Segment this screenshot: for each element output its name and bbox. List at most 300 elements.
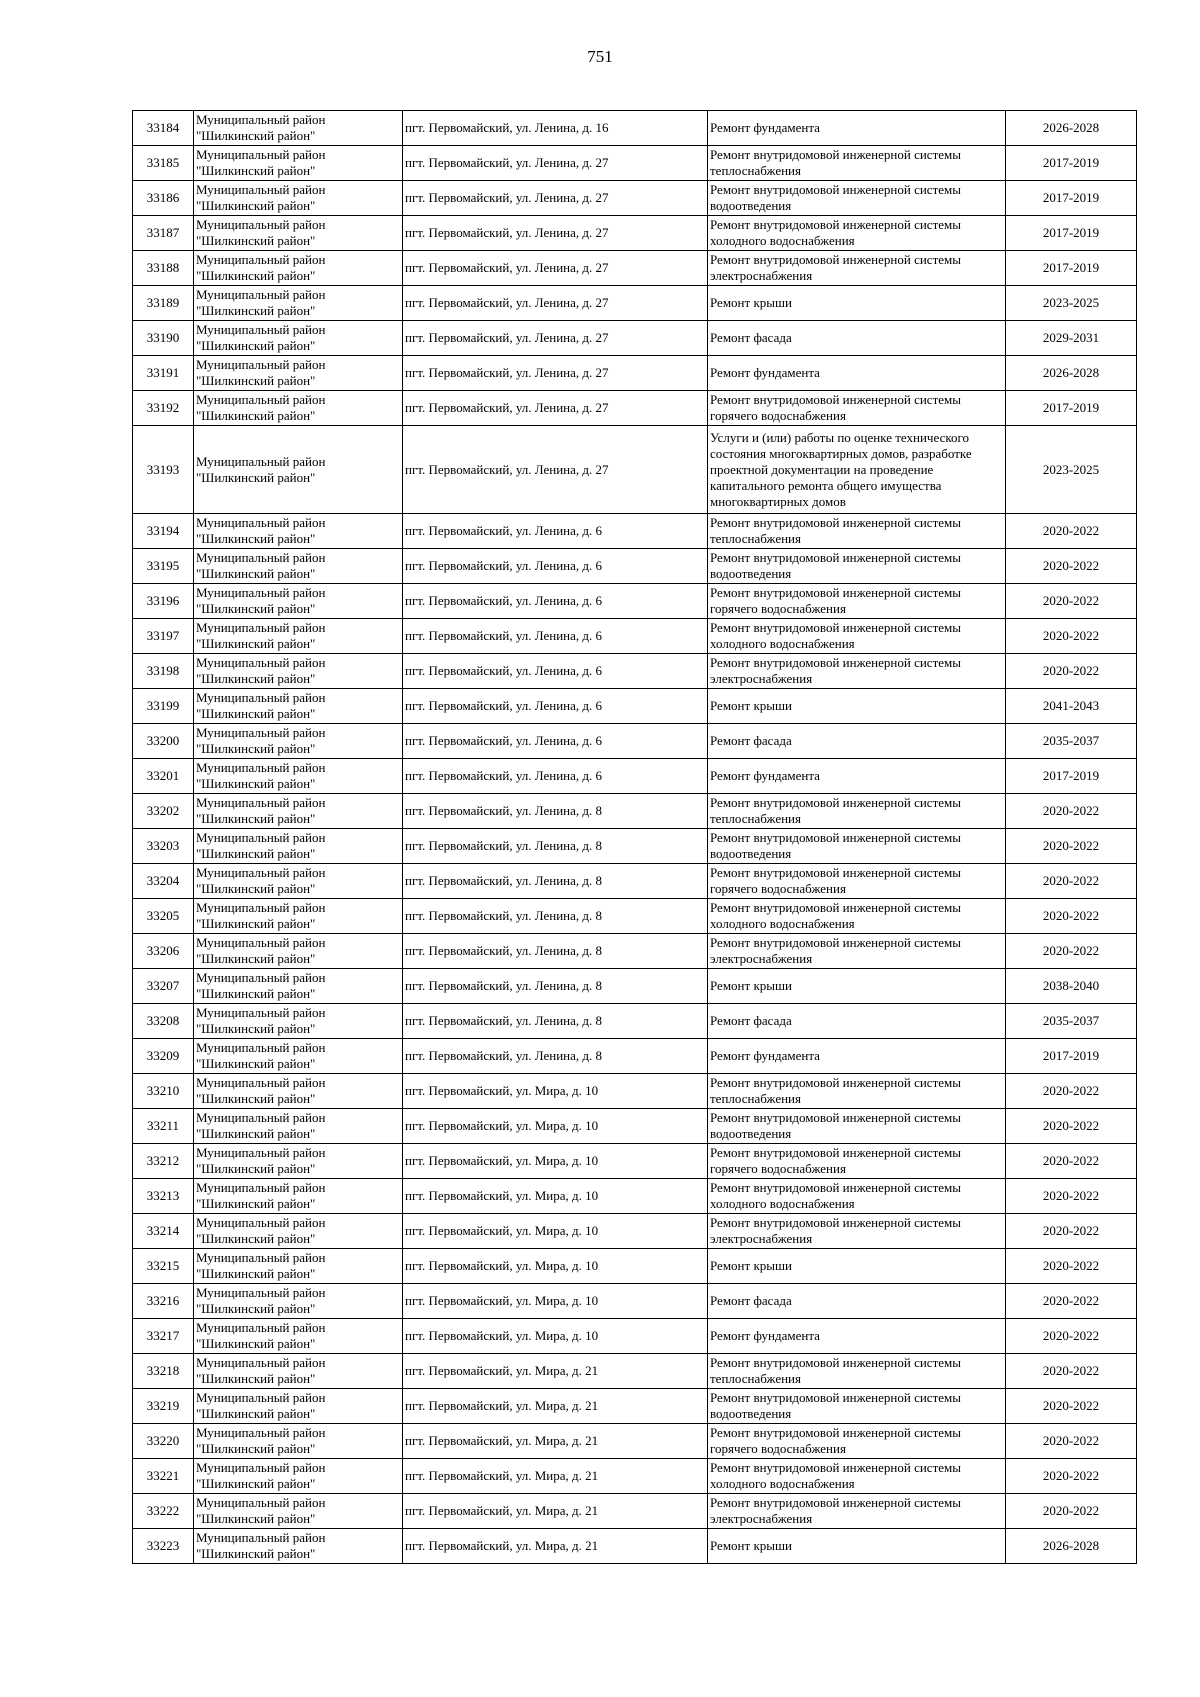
row-number-cell: 33190 (133, 321, 194, 356)
period-cell: 2020-2022 (1006, 1424, 1137, 1459)
period-cell: 2020-2022 (1006, 1249, 1137, 1284)
period-cell: 2020-2022 (1006, 1284, 1137, 1319)
address-cell: пгт. Первомайский, ул. Ленина, д. 27 (403, 181, 708, 216)
municipality-line: Муниципальный район (196, 1530, 326, 1545)
table-row (133, 1039, 1137, 1074)
address-cell: пгт. Первомайский, ул. Мира, д. 10 (403, 1214, 708, 1249)
municipality-line: Муниципальный район (196, 795, 326, 810)
table-row (133, 654, 1137, 689)
period-cell: 2020-2022 (1006, 1494, 1137, 1529)
row-number-cell: 33210 (133, 1074, 194, 1109)
address-cell: пгт. Первомайский, ул. Ленина, д. 8 (403, 794, 708, 829)
municipality-line: Муниципальный район (196, 1495, 326, 1510)
municipality-cell (194, 1354, 403, 1389)
municipality-cell (194, 181, 403, 216)
table-row (133, 1494, 1137, 1529)
municipality-cell (194, 829, 403, 864)
row-number-cell: 33186 (133, 181, 194, 216)
work-type-cell: Ремонт внутридомовой инженерной системы теплоснабжения (708, 1354, 1006, 1389)
municipality-line: "Шилкинский район" (196, 636, 316, 651)
work-type-cell: Ремонт внутридомовой инженерной системы теплоснабжения (708, 794, 1006, 829)
address-cell: пгт. Первомайский, ул. Ленина, д. 27 (403, 251, 708, 286)
table-row (133, 1249, 1137, 1284)
municipality-line: "Шилкинский район" (196, 1301, 316, 1316)
table-row (133, 1074, 1137, 1109)
period-cell: 2023-2025 (1006, 426, 1137, 514)
municipality-line: Муниципальный район (196, 515, 326, 530)
period-cell: 2029-2031 (1006, 321, 1137, 356)
table-row (133, 286, 1137, 321)
municipality-cell (194, 514, 403, 549)
period-cell: 2020-2022 (1006, 584, 1137, 619)
table-row (133, 549, 1137, 584)
municipality-cell (194, 146, 403, 181)
address-cell: пгт. Первомайский, ул. Ленина, д. 27 (403, 356, 708, 391)
address-cell: пгт. Первомайский, ул. Ленина, д. 16 (403, 111, 708, 146)
work-type-cell: Ремонт внутридомовой инженерной системы горячего водоснабжения (708, 391, 1006, 426)
municipality-line: Муниципальный район (196, 620, 326, 635)
work-type-cell: Ремонт крыши (708, 969, 1006, 1004)
municipality-line: "Шилкинский район" (196, 469, 316, 485)
work-type-cell: Ремонт крыши (708, 1529, 1006, 1564)
municipality-line: "Шилкинский район" (196, 1056, 316, 1071)
address-cell: пгт. Первомайский, ул. Ленина, д. 6 (403, 724, 708, 759)
table-row (133, 1424, 1137, 1459)
period-cell: 2020-2022 (1006, 864, 1137, 899)
municipality-line: Муниципальный район (196, 1145, 326, 1160)
municipality-line: Муниципальный район (196, 935, 326, 950)
work-type-cell: Ремонт крыши (708, 286, 1006, 321)
municipality-cell (194, 689, 403, 724)
work-type-cell: Ремонт внутридомовой инженерной системы холодного водоснабжения (708, 619, 1006, 654)
table-row (133, 1109, 1137, 1144)
row-number-cell: 33207 (133, 969, 194, 1004)
table-row (133, 584, 1137, 619)
row-number-cell: 33201 (133, 759, 194, 794)
municipality-line: "Шилкинский район" (196, 1441, 316, 1456)
period-cell: 2020-2022 (1006, 619, 1137, 654)
period-cell: 2020-2022 (1006, 899, 1137, 934)
address-cell: пгт. Первомайский, ул. Ленина, д. 27 (403, 146, 708, 181)
table-row (133, 794, 1137, 829)
municipality-line: "Шилкинский район" (196, 811, 316, 826)
address-cell: пгт. Первомайский, ул. Мира, д. 10 (403, 1074, 708, 1109)
municipality-cell (194, 934, 403, 969)
municipality-line: Муниципальный район (196, 1460, 326, 1475)
municipality-cell (194, 1179, 403, 1214)
municipality-line: "Шилкинский район" (196, 671, 316, 686)
work-type-cell: Ремонт внутридомовой инженерной системы холодного водоснабжения (708, 1459, 1006, 1494)
repair-schedule-table (132, 110, 1137, 1564)
address-cell: пгт. Первомайский, ул. Мира, д. 10 (403, 1109, 708, 1144)
period-cell: 2017-2019 (1006, 1039, 1137, 1074)
table-row (133, 1284, 1137, 1319)
municipality-cell (194, 426, 403, 514)
period-cell: 2017-2019 (1006, 759, 1137, 794)
municipality-line: "Шилкинский район" (196, 128, 316, 143)
municipality-line: Муниципальный район (196, 830, 326, 845)
municipality-cell (194, 1319, 403, 1354)
municipality-cell (194, 899, 403, 934)
row-number-cell: 33213 (133, 1179, 194, 1214)
work-type-cell: Ремонт фасада (708, 1284, 1006, 1319)
work-type-cell: Ремонт внутридомовой инженерной системы электроснабжения (708, 251, 1006, 286)
row-number-cell: 33193 (133, 426, 194, 514)
address-cell: пгт. Первомайский, ул. Ленина, д. 6 (403, 619, 708, 654)
municipality-cell (194, 619, 403, 654)
address-cell: пгт. Первомайский, ул. Ленина, д. 8 (403, 1004, 708, 1039)
period-cell: 2017-2019 (1006, 216, 1137, 251)
municipality-line: "Шилкинский район" (196, 163, 316, 178)
municipality-line: "Шилкинский район" (196, 986, 316, 1001)
table-row (133, 321, 1137, 356)
municipality-line: "Шилкинский район" (196, 198, 316, 213)
work-type-cell: Ремонт внутридомовой инженерной системы горячего водоснабжения (708, 1424, 1006, 1459)
municipality-cell (194, 1494, 403, 1529)
work-type-cell: Ремонт внутридомовой инженерной системы водоотведения (708, 549, 1006, 584)
municipality-cell (194, 1389, 403, 1424)
table-row (133, 251, 1137, 286)
municipality-cell (194, 969, 403, 1004)
period-cell: 2020-2022 (1006, 1319, 1137, 1354)
work-type-cell: Ремонт внутридомовой инженерной системы электроснабжения (708, 1494, 1006, 1529)
address-cell: пгт. Первомайский, ул. Ленина, д. 27 (403, 286, 708, 321)
address-cell: пгт. Первомайский, ул. Ленина, д. 27 (403, 321, 708, 356)
period-cell: 2035-2037 (1006, 724, 1137, 759)
table-row (133, 1389, 1137, 1424)
municipality-line: "Шилкинский район" (196, 233, 316, 248)
municipality-line: Муниципальный район (196, 550, 326, 565)
period-cell: 2041-2043 (1006, 689, 1137, 724)
period-cell: 2020-2022 (1006, 654, 1137, 689)
period-cell: 2020-2022 (1006, 1214, 1137, 1249)
municipality-line: Муниципальный район (196, 1075, 326, 1090)
table-row (133, 1144, 1137, 1179)
municipality-line: "Шилкинский район" (196, 1266, 316, 1281)
row-number-cell: 33214 (133, 1214, 194, 1249)
address-cell: пгт. Первомайский, ул. Ленина, д. 8 (403, 1039, 708, 1074)
municipality-line: Муниципальный район (196, 147, 326, 162)
municipality-cell (194, 216, 403, 251)
table-row (133, 181, 1137, 216)
municipality-line: "Шилкинский район" (196, 776, 316, 791)
period-cell: 2020-2022 (1006, 1459, 1137, 1494)
work-type-cell: Ремонт фундамента (708, 356, 1006, 391)
period-cell: 2017-2019 (1006, 251, 1137, 286)
municipality-line: "Шилкинский район" (196, 303, 316, 318)
period-cell: 2026-2028 (1006, 1529, 1137, 1564)
table-row (133, 969, 1137, 1004)
municipality-line: "Шилкинский район" (196, 1476, 316, 1491)
address-cell: пгт. Первомайский, ул. Ленина, д. 6 (403, 549, 708, 584)
period-cell: 2017-2019 (1006, 181, 1137, 216)
municipality-line: Муниципальный район (196, 322, 326, 337)
municipality-cell (194, 286, 403, 321)
table-row (133, 356, 1137, 391)
period-cell: 2020-2022 (1006, 1354, 1137, 1389)
work-type-cell: Ремонт внутридомовой инженерной системы холодного водоснабжения (708, 899, 1006, 934)
table-row (133, 426, 1137, 514)
table-row (133, 934, 1137, 969)
period-cell: 2038-2040 (1006, 969, 1137, 1004)
row-number-cell: 33199 (133, 689, 194, 724)
work-type-cell: Ремонт внутридомовой инженерной системы холодного водоснабжения (708, 216, 1006, 251)
municipality-cell (194, 759, 403, 794)
period-cell: 2020-2022 (1006, 549, 1137, 584)
municipality-line: Муниципальный район (196, 1250, 326, 1265)
municipality-cell (194, 1109, 403, 1144)
municipality-line: "Шилкинский район" (196, 1511, 316, 1526)
municipality-line: "Шилкинский район" (196, 566, 316, 581)
municipality-cell (194, 794, 403, 829)
municipality-line: "Шилкинский район" (196, 1161, 316, 1176)
row-number-cell: 33204 (133, 864, 194, 899)
municipality-line: Муниципальный район (196, 357, 326, 372)
municipality-line: "Шилкинский район" (196, 1021, 316, 1036)
municipality-line: Муниципальный район (196, 1390, 326, 1405)
municipality-line: "Шилкинский район" (196, 916, 316, 931)
work-type-cell: Ремонт крыши (708, 1249, 1006, 1284)
work-type-cell: Ремонт внутридомовой инженерной системы холодного водоснабжения (708, 1179, 1006, 1214)
table-row (133, 724, 1137, 759)
municipality-cell (194, 1144, 403, 1179)
municipality-line: Муниципальный район (196, 1180, 326, 1195)
table-body (133, 111, 1137, 1564)
municipality-cell (194, 1249, 403, 1284)
work-type-cell: Ремонт внутридомовой инженерной системы горячего водоснабжения (708, 584, 1006, 619)
municipality-line: Муниципальный район (196, 252, 326, 267)
row-number-cell: 33194 (133, 514, 194, 549)
row-number-cell: 33212 (133, 1144, 194, 1179)
work-type-cell: Ремонт внутридомовой инженерной системы электроснабжения (708, 654, 1006, 689)
municipality-cell (194, 864, 403, 899)
address-cell: пгт. Первомайский, ул. Ленина, д. 8 (403, 829, 708, 864)
municipality-line: Муниципальный район (196, 112, 326, 127)
row-number-cell: 33192 (133, 391, 194, 426)
municipality-line: "Шилкинский район" (196, 1336, 316, 1351)
row-number-cell: 33205 (133, 899, 194, 934)
municipality-cell (194, 1214, 403, 1249)
address-cell: пгт. Первомайский, ул. Мира, д. 10 (403, 1319, 708, 1354)
municipality-line: "Шилкинский район" (196, 408, 316, 423)
work-type-cell: Ремонт внутридомовой инженерной системы водоотведения (708, 1389, 1006, 1424)
row-number-cell: 33220 (133, 1424, 194, 1459)
work-type-cell: Ремонт внутридомовой инженерной системы горячего водоснабжения (708, 1144, 1006, 1179)
row-number-cell: 33189 (133, 286, 194, 321)
work-type-cell: Ремонт внутридомовой инженерной системы теплоснабжения (708, 1074, 1006, 1109)
row-number-cell: 33215 (133, 1249, 194, 1284)
period-cell: 2020-2022 (1006, 1109, 1137, 1144)
municipality-line: Муниципальный район (196, 585, 326, 600)
table-row (133, 391, 1137, 426)
address-cell: пгт. Первомайский, ул. Мира, д. 21 (403, 1494, 708, 1529)
row-number-cell: 33216 (133, 1284, 194, 1319)
row-number-cell: 33203 (133, 829, 194, 864)
municipality-line: Муниципальный район (196, 453, 326, 469)
table-row (133, 899, 1137, 934)
municipality-line: Муниципальный район (196, 865, 326, 880)
municipality-line: Муниципальный район (196, 1040, 326, 1055)
table-row (133, 1179, 1137, 1214)
period-cell: 2023-2025 (1006, 286, 1137, 321)
table-row (133, 689, 1137, 724)
municipality-line: Муниципальный район (196, 182, 326, 197)
table-row (133, 216, 1137, 251)
period-cell: 2020-2022 (1006, 1074, 1137, 1109)
row-number-cell: 33221 (133, 1459, 194, 1494)
municipality-line: Муниципальный район (196, 1320, 326, 1335)
address-cell: пгт. Первомайский, ул. Ленина, д. 6 (403, 689, 708, 724)
work-type-cell: Ремонт внутридомовой инженерной системы электроснабжения (708, 1214, 1006, 1249)
period-cell: 2020-2022 (1006, 1179, 1137, 1214)
page-number: 751 (587, 47, 613, 66)
row-number-cell: 33217 (133, 1319, 194, 1354)
work-type-cell: Ремонт фундамента (708, 111, 1006, 146)
work-type-cell: Ремонт внутридомовой инженерной системы горячего водоснабжения (708, 864, 1006, 899)
municipality-line: "Шилкинский район" (196, 531, 316, 546)
row-number-cell: 33184 (133, 111, 194, 146)
work-type-cell: Ремонт внутридомовой инженерной системы водоотведения (708, 829, 1006, 864)
row-number-cell: 33218 (133, 1354, 194, 1389)
municipality-line: "Шилкинский район" (196, 373, 316, 388)
table-row (133, 1459, 1137, 1494)
address-cell: пгт. Первомайский, ул. Ленина, д. 8 (403, 899, 708, 934)
municipality-cell (194, 1424, 403, 1459)
municipality-line: "Шилкинский район" (196, 706, 316, 721)
row-number-cell: 33223 (133, 1529, 194, 1564)
municipality-line: "Шилкинский район" (196, 338, 316, 353)
period-cell: 2020-2022 (1006, 934, 1137, 969)
row-number-cell: 33196 (133, 584, 194, 619)
row-number-cell: 33187 (133, 216, 194, 251)
municipality-line: Муниципальный район (196, 725, 326, 740)
municipality-cell (194, 1039, 403, 1074)
work-type-cell: Ремонт внутридомовой инженерной системы теплоснабжения (708, 514, 1006, 549)
municipality-line: Муниципальный район (196, 1005, 326, 1020)
address-cell: пгт. Первомайский, ул. Мира, д. 10 (403, 1284, 708, 1319)
period-cell: 2020-2022 (1006, 794, 1137, 829)
address-cell: пгт. Первомайский, ул. Ленина, д. 8 (403, 864, 708, 899)
table-row (133, 1214, 1137, 1249)
municipality-cell (194, 549, 403, 584)
municipality-line: "Шилкинский район" (196, 951, 316, 966)
period-cell: 2035-2037 (1006, 1004, 1137, 1039)
municipality-cell (194, 356, 403, 391)
work-type-cell: Ремонт внутридомовой инженерной системы теплоснабжения (708, 146, 1006, 181)
address-cell: пгт. Первомайский, ул. Мира, д. 21 (403, 1459, 708, 1494)
municipality-cell (194, 584, 403, 619)
address-cell: пгт. Первомайский, ул. Мира, д. 10 (403, 1249, 708, 1284)
municipality-line: Муниципальный район (196, 217, 326, 232)
period-cell: 2020-2022 (1006, 1144, 1137, 1179)
municipality-line: "Шилкинский район" (196, 881, 316, 896)
municipality-line: Муниципальный район (196, 1215, 326, 1230)
municipality-line: "Шилкинский район" (196, 1196, 316, 1211)
municipality-cell (194, 1074, 403, 1109)
municipality-cell (194, 1004, 403, 1039)
municipality-line: "Шилкинский район" (196, 268, 316, 283)
work-type-cell: Ремонт внутридомовой инженерной системы водоотведения (708, 181, 1006, 216)
municipality-cell (194, 251, 403, 286)
row-number-cell: 33206 (133, 934, 194, 969)
municipality-line: Муниципальный район (196, 655, 326, 670)
municipality-line: Муниципальный район (196, 287, 326, 302)
address-cell: пгт. Первомайский, ул. Ленина, д. 27 (403, 391, 708, 426)
row-number-cell: 33211 (133, 1109, 194, 1144)
address-cell: пгт. Первомайский, ул. Мира, д. 21 (403, 1424, 708, 1459)
address-cell: пгт. Первомайский, ул. Ленина, д. 27 (403, 216, 708, 251)
work-type-cell: Ремонт фундамента (708, 1319, 1006, 1354)
row-number-cell: 33200 (133, 724, 194, 759)
municipality-line: Муниципальный район (196, 392, 326, 407)
row-number-cell: 33191 (133, 356, 194, 391)
municipality-cell (194, 1459, 403, 1494)
row-number-cell: 33209 (133, 1039, 194, 1074)
address-cell: пгт. Первомайский, ул. Ленина, д. 6 (403, 759, 708, 794)
municipality-line: Муниципальный район (196, 690, 326, 705)
row-number-cell: 33222 (133, 1494, 194, 1529)
work-type-cell: Ремонт фасада (708, 724, 1006, 759)
municipality-line: "Шилкинский район" (196, 1406, 316, 1421)
municipality-line: "Шилкинский район" (196, 1231, 316, 1246)
municipality-line: Муниципальный район (196, 1110, 326, 1125)
municipality-line: "Шилкинский район" (196, 1091, 316, 1106)
address-cell: пгт. Первомайский, ул. Ленина, д. 8 (403, 934, 708, 969)
work-type-cell: Ремонт внутридомовой инженерной системы водоотведения (708, 1109, 1006, 1144)
municipality-cell (194, 321, 403, 356)
address-cell: пгт. Первомайский, ул. Ленина, д. 6 (403, 584, 708, 619)
address-cell: пгт. Первомайский, ул. Ленина, д. 8 (403, 969, 708, 1004)
municipality-line: Муниципальный район (196, 900, 326, 915)
municipality-line: "Шилкинский район" (196, 1546, 316, 1561)
table-row (133, 1354, 1137, 1389)
work-type-cell: Ремонт фундамента (708, 1039, 1006, 1074)
municipality-line: "Шилкинский район" (196, 741, 316, 756)
table-row (133, 759, 1137, 794)
row-number-cell: 33208 (133, 1004, 194, 1039)
table-row (133, 1529, 1137, 1564)
municipality-cell (194, 111, 403, 146)
municipality-line: Муниципальный район (196, 760, 326, 775)
municipality-cell (194, 1284, 403, 1319)
municipality-line: Муниципальный район (196, 1285, 326, 1300)
table-row (133, 111, 1137, 146)
period-cell: 2017-2019 (1006, 391, 1137, 426)
work-type-cell: Ремонт фасада (708, 1004, 1006, 1039)
table-row (133, 514, 1137, 549)
municipality-cell (194, 724, 403, 759)
municipality-line: "Шилкинский район" (196, 601, 316, 616)
table-row (133, 829, 1137, 864)
municipality-line: Муниципальный район (196, 970, 326, 985)
municipality-line: "Шилкинский район" (196, 1126, 316, 1141)
period-cell: 2020-2022 (1006, 1389, 1137, 1424)
table-row (133, 1319, 1137, 1354)
municipality-line: Муниципальный район (196, 1355, 326, 1370)
municipality-line: "Шилкинский район" (196, 846, 316, 861)
row-number-cell: 33185 (133, 146, 194, 181)
work-type-cell: Ремонт фундамента (708, 759, 1006, 794)
address-cell: пгт. Первомайский, ул. Мира, д. 21 (403, 1389, 708, 1424)
municipality-line: "Шилкинский район" (196, 1371, 316, 1386)
municipality-line: Муниципальный район (196, 1425, 326, 1440)
row-number-cell: 33198 (133, 654, 194, 689)
table-row (133, 146, 1137, 181)
period-cell: 2020-2022 (1006, 514, 1137, 549)
table-row (133, 864, 1137, 899)
municipality-cell (194, 391, 403, 426)
address-cell: пгт. Первомайский, ул. Мира, д. 10 (403, 1144, 708, 1179)
